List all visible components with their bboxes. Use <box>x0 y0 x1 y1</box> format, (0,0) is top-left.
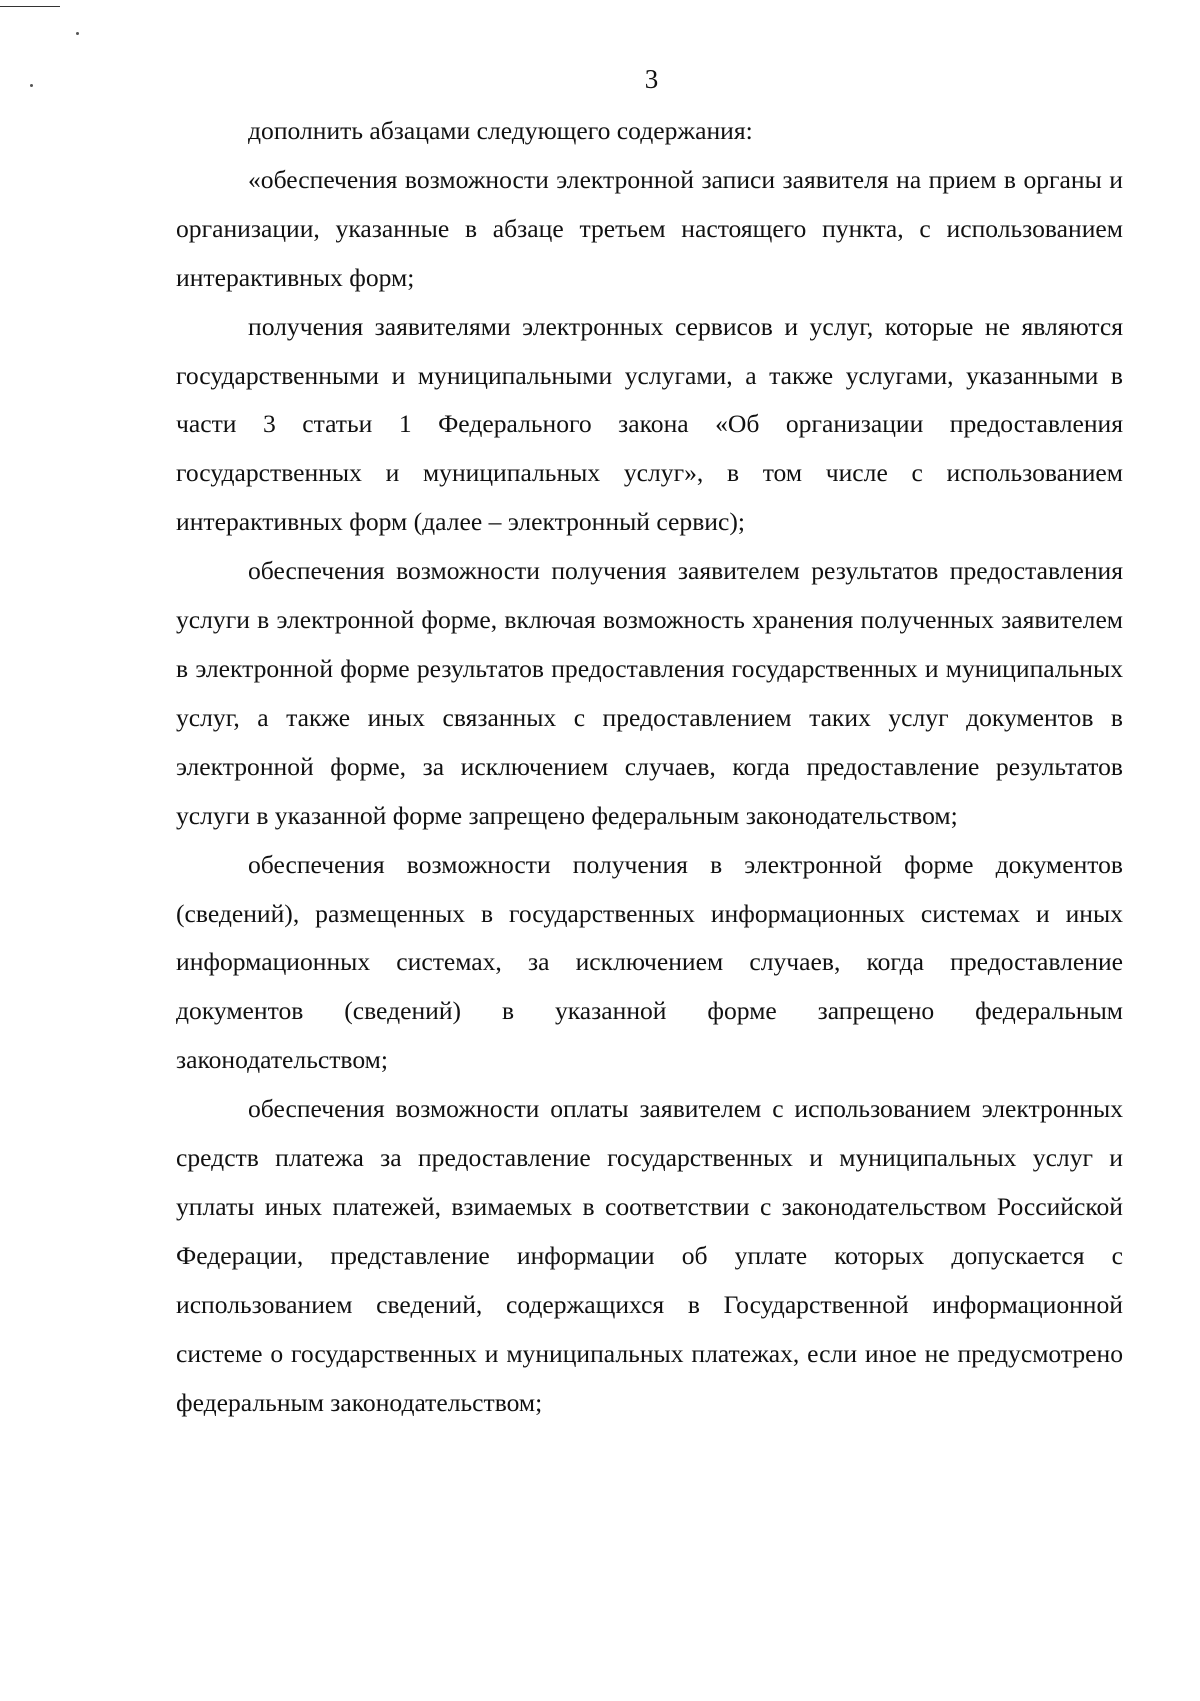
paragraph: обеспечения возможности получения заявителем результатов предоставления услуги в электронной форме, включая возможность хранения полученных заявителем в электронной форме результатов предоставления государственных и муниципальных услуг, а также иных связанных с предоставлением таких услуг документов в электронной форме, за исключением случаев, когда предоставление результатов услуги в указанной форме запрещено федеральным законодательством; <box>176 556 1123 830</box>
paragraph: дополнить абзацами следующего содержания: <box>248 116 753 145</box>
scan-edge-line <box>0 6 60 7</box>
scan-speck <box>76 32 79 35</box>
page-number: 3 <box>644 64 659 94</box>
document-body <box>176 107 1123 1427</box>
paragraph: обеспечения возможности получения в электронной форме документов (сведений), размещенных в государственных информационных системах и иных информационных системах, за исключением случаев, когда предоставление документов (сведений) в указанной форме запрещено федеральным законодательством; <box>176 849 1123 1075</box>
paragraph: «обеспечения возможности электронной записи заявителя на прием в органы и организации, указанные в абзаце третьем настоящего пункта, с использованием интерактивных форм; <box>176 164 1123 292</box>
paragraph: получения заявителями электронных сервисов и услуг, которые не являются государственными и муниципальными услугами, а также услугами, указанными в части 3 статьи 1 Федерального закона «Об организации предоставления государственных и муниципальных услуг», в том числе с использованием интерактивных форм (далее – электронный сервис); <box>176 311 1123 537</box>
paragraph: обеспечения возможности оплаты заявителем с использованием электронных средств платежа за предоставление государственных и муниципальных услуг и уплаты иных платежей, взимаемых в соответствии с законодательством Российской Федерации, представление информации об уплате которых допускается с использованием сведений, содержащихся в Государственной информационной системе о государственных и муниципальных платежах, если иное не предусмотрено федеральным законодательством; <box>176 1094 1123 1417</box>
